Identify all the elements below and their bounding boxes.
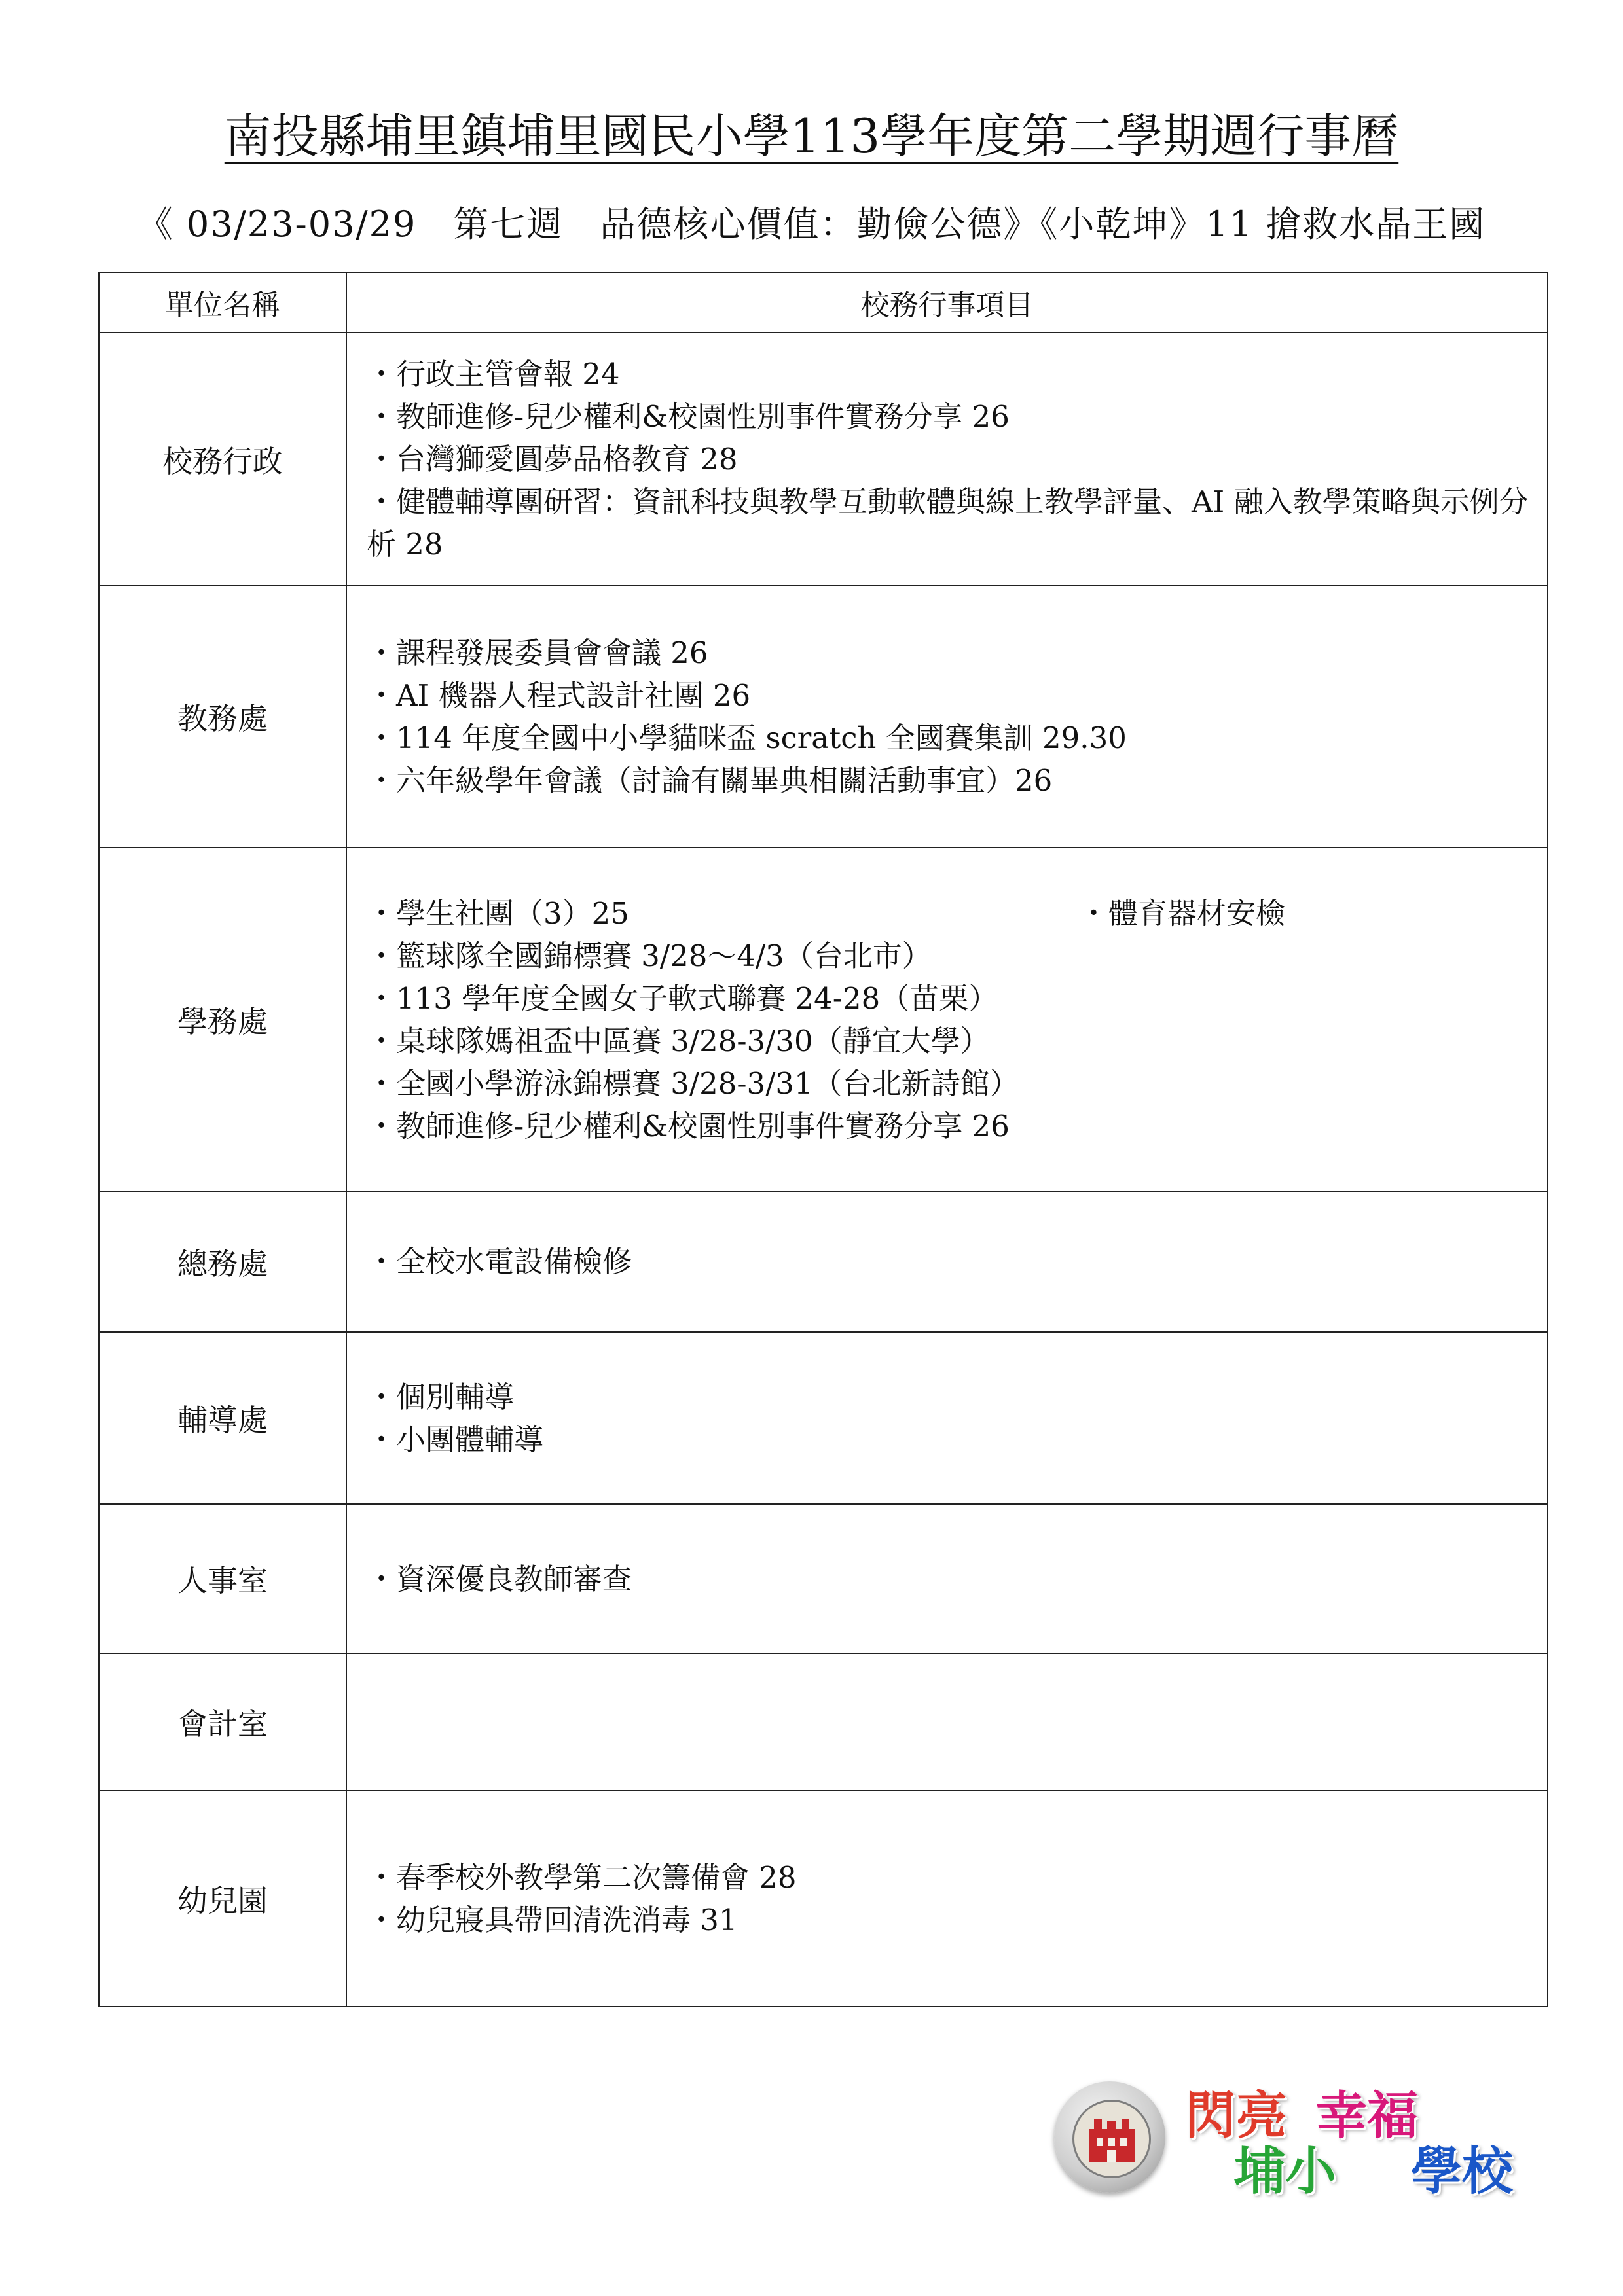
- list-item: ・課程發展委員會會議 26: [367, 636, 708, 670]
- list-item: ・學生社團（3）25: [367, 895, 629, 931]
- list-item: ・資深優良教師審查: [367, 1561, 632, 1596]
- list-item: ・台灣獅愛圓夢品格教育 28: [367, 442, 738, 476]
- unit-name: 學務處: [99, 848, 346, 1191]
- table-row: [99, 1653, 1548, 1791]
- list-item: ・教師進修-兒少權利&校園性別事件實務分享 26: [367, 1108, 1010, 1143]
- school-emblem-icon: [1054, 2081, 1165, 2193]
- list-item: ・全校水電設備檢修: [367, 1244, 632, 1279]
- unit-name: 輔導處: [99, 1332, 346, 1504]
- unit-items: [346, 586, 1548, 848]
- logo-text: 學校: [1411, 2142, 1514, 2201]
- list-item: ・行政主管會報 24: [367, 357, 620, 391]
- table-row: [99, 848, 1548, 1191]
- table-header-row: [99, 272, 1548, 332]
- unit-items: [346, 1191, 1548, 1332]
- list-item: ・六年級學年會議（討論有關畢典相關活動事宜）26: [367, 763, 1053, 798]
- table-row: [99, 1191, 1548, 1332]
- list-item: ・113 學年度全國女子軟式聯賽 24-28（苗栗）: [367, 980, 998, 1016]
- list-item-pair: [367, 892, 1533, 935]
- list-item: ・小團體輔導: [367, 1422, 544, 1457]
- list-item: ・114 年度全國中小學貓咪盃 scratch 全國賽集訓 29.30: [367, 721, 1127, 755]
- unit-items: [346, 1504, 1548, 1653]
- unit-name: 總務處: [99, 1191, 346, 1332]
- list-item: ・AI 機器人程式設計社團 26: [367, 678, 751, 713]
- unit-name: 幼兒園: [99, 1791, 346, 2007]
- unit-items: [346, 848, 1548, 1191]
- table-row: [99, 1332, 1548, 1504]
- table-row: [99, 1791, 1548, 2007]
- unit-items: [346, 1332, 1548, 1504]
- table-row: [99, 1504, 1548, 1653]
- list-item: ・全國小學游泳錦標賽 3/28-3/31（台北新詩館）: [367, 1066, 1019, 1101]
- logo-text: 幸福: [1316, 2087, 1419, 2145]
- page-title: 南投縣埔里鎮埔里國民小學113學年度第二學期週行事曆: [224, 109, 1399, 164]
- unit-name: 會計室: [99, 1653, 346, 1791]
- logo-text: 閃亮: [1185, 2087, 1288, 2145]
- list-item: ・健體輔導團研習：資訊科技與教學互動軟體與線上教學評量、AI 融入教學策略與示例分析 28: [367, 484, 1529, 562]
- column-header-unit: 單位名稱: [99, 272, 346, 332]
- list-item: ・體育器材安檢: [1079, 895, 1286, 931]
- unit-items: [346, 1791, 1548, 2007]
- unit-items: [346, 332, 1548, 586]
- building-icon: [1074, 2102, 1149, 2176]
- list-item: ・籃球隊全國錦標賽 3/28～4/3（台北市）: [367, 938, 932, 973]
- unit-name: 校務行政: [99, 332, 346, 586]
- column-header-items: 校務行事項目: [346, 272, 1548, 332]
- school-logo: [1054, 2068, 1539, 2199]
- schedule-table: [98, 272, 1548, 2007]
- list-item: ・春季校外教學第二次籌備會 28: [367, 1860, 797, 1895]
- list-item: ・教師進修-兒少權利&校園性別事件實務分享 26: [367, 399, 1010, 434]
- table-row: [99, 586, 1548, 848]
- list-item: ・個別輔導: [367, 1379, 515, 1414]
- table-row: [99, 332, 1548, 586]
- unit-name: 人事室: [99, 1504, 346, 1653]
- unit-name: 教務處: [99, 586, 346, 848]
- list-item: ・桌球隊媽祖盃中區賽 3/28-3/30（靜宜大學）: [367, 1023, 990, 1058]
- logo-text: 埔小: [1234, 2142, 1337, 2201]
- unit-items: [346, 1653, 1548, 1791]
- week-subtitle: 《 03/23-03/29 第七週 品德核心價值：勤儉公德》《小乾坤》11 搶救水晶王國: [137, 204, 1486, 245]
- list-item: ・幼兒寢具帶回清洗消毒 31: [367, 1903, 738, 1937]
